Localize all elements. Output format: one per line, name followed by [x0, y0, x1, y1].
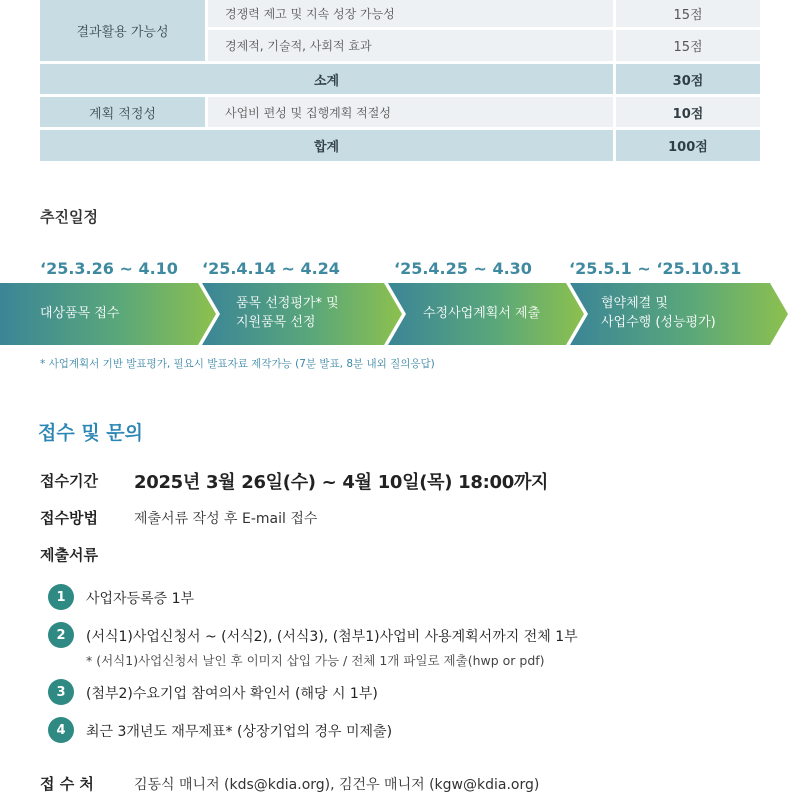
- receiver-label: 접 수 처: [40, 775, 94, 793]
- step-label: [40, 304, 119, 323]
- table-row-item: 경쟁력 제고 및 지속 성장 가능성: [208, 0, 613, 27]
- step-label: [601, 294, 716, 332]
- table-row-points: 10점: [616, 97, 760, 127]
- category-plan-adequacy: 계획 적정성: [40, 97, 205, 127]
- step-date: ‘25.5.1 ~ ‘25.10.31: [569, 259, 742, 278]
- step-label: [236, 294, 339, 332]
- schedule-flow: [0, 283, 800, 345]
- document-item: 사업자등록증 1부: [86, 591, 195, 607]
- method-value: 제출서류 작성 후 E-mail 접수: [134, 511, 318, 527]
- step-date: ‘25.4.14 ~ 4.24: [202, 259, 340, 278]
- schedule-footnote: * 사업계획서 기반 발표평가, 필요시 발표자료 제작가능 (7분 발표, 8분 내외 질의응답): [40, 358, 435, 370]
- step-date: ‘25.4.25 ~ 4.30: [394, 259, 532, 278]
- subtotal-label: 소계: [40, 64, 613, 94]
- receiver-value: 김동식 매니저 (kds@kdia.org), 김건우 매니저 (kgw@kdia.org): [134, 777, 540, 793]
- number-badge: 2: [48, 622, 74, 648]
- step-label-line: 협약체결 및: [601, 296, 668, 311]
- contact-section-title: 접수 및 문의: [38, 422, 143, 444]
- schedule-title: 추진일정: [40, 208, 98, 226]
- document-item: (서식1)사업신청서 ~ (서식2), (서식3), (첨부1)사업비 사용계획서까지 전체 1부: [86, 629, 578, 645]
- number-badge: 4: [48, 717, 74, 743]
- step-label-line: 수정사업계획서 제출: [423, 306, 541, 321]
- document-note: * (서식1)사업신청서 날인 후 이미지 삽입 가능 / 전체 1개 파일로 제출(hwp or pdf): [86, 653, 545, 668]
- table-row-points: 15점: [616, 30, 760, 61]
- total-points: 100점: [616, 130, 760, 161]
- step-label-line: 품목 선정평가* 및: [236, 296, 339, 311]
- document-item: 최근 3개년도 재무제표* (상장기업의 경우 미제출): [86, 724, 393, 740]
- table-row-points: 15점: [616, 0, 760, 27]
- subtotal-points: 30점: [616, 64, 760, 94]
- period-value: 2025년 3월 26일(수) ~ 4월 10일(목) 18:00까지: [134, 472, 549, 493]
- number-badge: 1: [48, 584, 74, 610]
- step-label-line: 대상품목 접수: [40, 306, 120, 321]
- document-item: (첨부2)수요기업 참여의사 확인서 (해당 시 1부): [86, 686, 378, 702]
- category-result-usability: 결과활용 가능성: [40, 0, 205, 61]
- documents-label: 제출서류: [40, 546, 98, 564]
- table-row-item: 경제적, 기술적, 사회적 효과: [208, 30, 613, 61]
- period-label: 접수기간: [40, 472, 98, 490]
- method-label: 접수방법: [40, 509, 98, 527]
- step-label: [423, 304, 540, 323]
- step-label-line: 지원품목 선정: [236, 315, 316, 330]
- total-label: 합계: [40, 130, 613, 161]
- step-label-line: 사업수행 (성능평가): [601, 315, 716, 330]
- number-badge: 3: [48, 679, 74, 705]
- table-row-item: 사업비 편성 및 집행계획 적절성: [208, 97, 613, 127]
- step-date: ‘25.3.26 ~ 4.10: [40, 259, 178, 278]
